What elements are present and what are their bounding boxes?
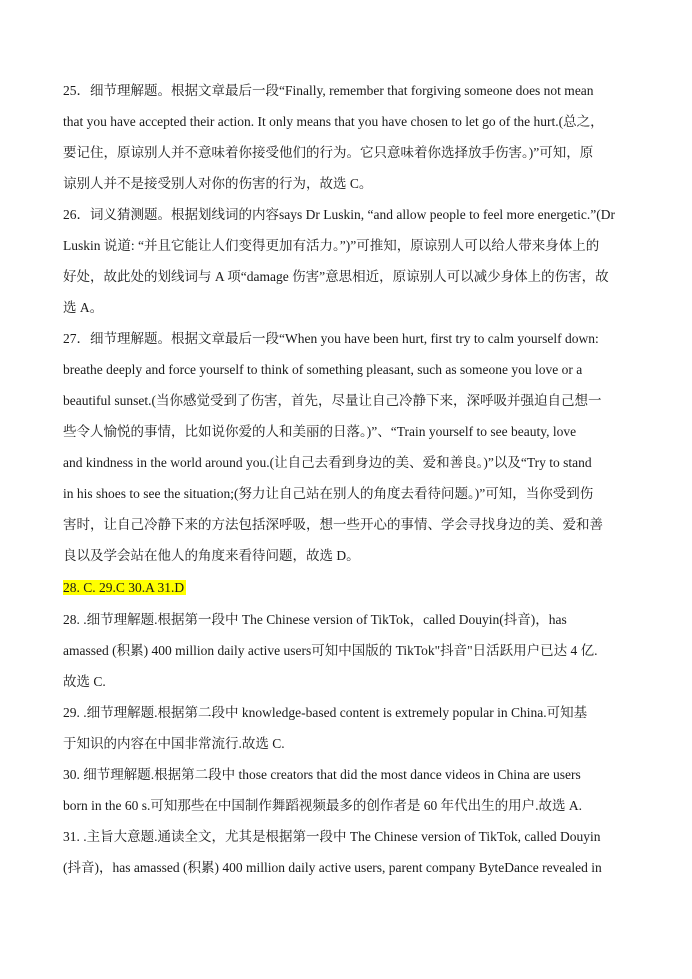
answer-29-line-1: 29. .细节理解题.根据第二段中 knowledge-based content is extremely popular in China.可知基 [63, 705, 588, 720]
answer-26-line-1: 26．词义猜测题。根据划线词的内容says Dr Luskin, “and allow people to feel more energetic.”(Dr [63, 207, 616, 222]
answer-30-line-2: born in the 60 s.可知那些在中国制作舞蹈视频最多的创作者是 60 年代出生的用户.故选 A. [63, 798, 582, 813]
answer-27-line-7: 害时，让自己冷静下来的方法包括深呼吸，想一些开心的事情、学会寻找身边的美、爱和善 [63, 517, 603, 532]
answer-28-line-2: amassed (积累) 400 million daily active users可知中国版的 TikTok"抖音"日活跃用户已达 4 亿. [63, 643, 598, 658]
answer-29-line-2: 于知识的内容在中国非常流行.故选 C. [63, 736, 285, 751]
answer-26-line-2: Luskin 说道: “并且它能让人们变得更加有活力。”)”可推知，原谅别人可以给人带来身体上的 [63, 238, 600, 253]
answer-27-line-8: 良以及学会站在他人的角度来看待问题，故选 D。 [63, 548, 360, 563]
answer-25-line-3: 要记住，原谅别人并不意味着你接受他们的行为。它只意味着你选择放手伤害。)”可知，原 [63, 145, 594, 160]
answer-27-line-3: beautiful sunset.(当你感觉受到了伤害，首先，尽量让自己冷静下来，深呼吸并强迫自己想一 [63, 393, 602, 408]
answer-31-line-1: 31. .主旨大意题.通读全文，尤其是根据第一段中 The Chinese version of TikTok, called Douyin [63, 829, 601, 844]
answer-31-line-2: (抖音)，has amassed (积累) 400 million daily active users, parent company ByteDance revealed in [63, 860, 602, 875]
answer-25-line-1: 25．细节理解题。根据文章最后一段“Finally, remember that forgiving someone does not mean [63, 83, 594, 98]
answer-26-line-3: 好处，故此处的划线词与 A 项“damage 伤害”意思相近，原谅别人可以减少身体上的伤害，故 [63, 269, 609, 284]
answer-27-line-1: 27．细节理解题。根据文章最后一段“When you have been hurt, first try to calm yourself down: [63, 331, 599, 346]
answer-25-line-4: 谅别人并不是接受别人对你的伤害的行为，故选 C。 [63, 176, 373, 191]
answer-key-text: 28. C. 29.C 30.A 31.D [63, 580, 185, 595]
answer-26-line-4: 选 A。 [63, 300, 104, 315]
answer-27-line-5: and kindness in the world around you.(让自己去看到身边的美、爱和善良。)”以及“Try to stand [63, 455, 592, 470]
answer-28-line-1: 28. .细节理解题.根据第一段中 The Chinese version of TikTok，called Douyin(抖音)，has [63, 612, 567, 627]
answer-30-line-1: 30. 细节理解题.根据第二段中 those creators that did the most dance videos in China are users [63, 767, 581, 782]
answer-27-line-4: 些令人愉悦的事情，比如说你爱的人和美丽的日落。)”、“Train yourself to see beauty, love [63, 424, 577, 439]
answer-27-line-6: in his shoes to see the situation;(努力让自己站在别人的角度去看待问题。)”可知，当你受到伤 [63, 486, 594, 501]
answer-28-line-3: 故选 C. [63, 674, 106, 689]
answer-27-line-2: breathe deeply and force yourself to think of something pleasant, such as someone you love or a [63, 362, 583, 377]
answer-25-line-2: that you have accepted their action. It only means that you have chosen to let go of the hurt.(总之， [63, 114, 604, 129]
answer-key-highlight [63, 578, 186, 598]
